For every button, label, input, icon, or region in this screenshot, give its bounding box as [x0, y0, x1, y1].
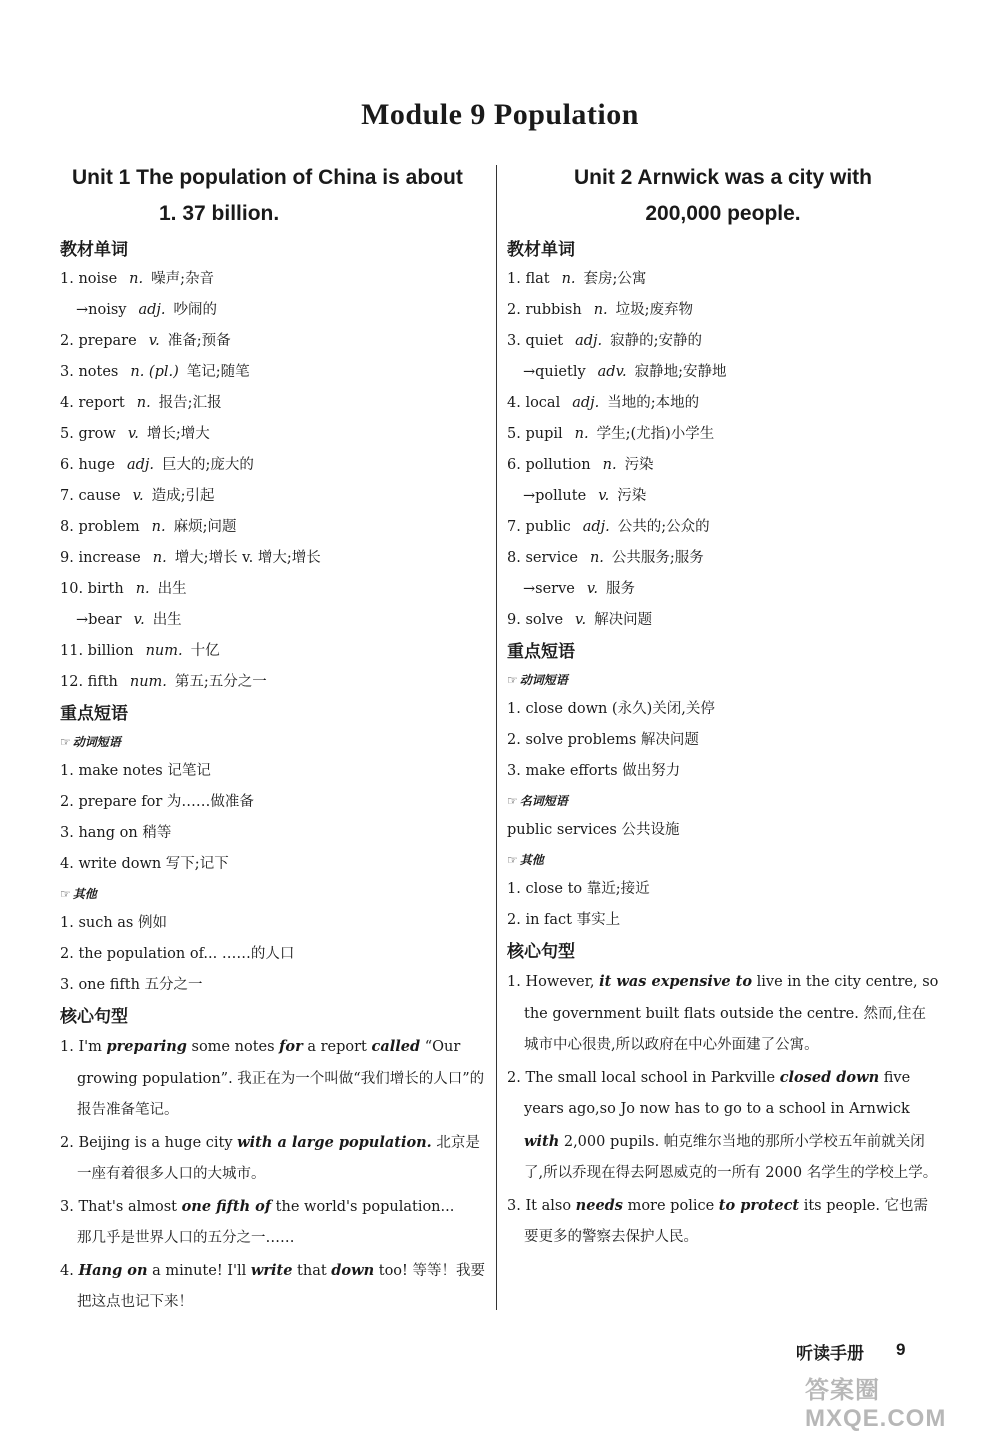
- vocab-pos: adj.: [575, 333, 603, 349]
- phrase-item: 4. write down 写下;记下: [60, 856, 229, 872]
- vocab-pos: v.: [127, 426, 139, 442]
- vocab-item: [60, 667, 492, 698]
- phrase-item: 2. in fact 事实上: [507, 912, 621, 928]
- footer-label: 听读手册: [796, 1344, 864, 1364]
- vocab-item: [507, 543, 939, 574]
- vocab-meaning: 出生: [157, 581, 187, 597]
- vocab-item: [507, 295, 939, 326]
- vocab-pos: n.: [152, 550, 167, 566]
- vocab-pos: adj.: [126, 457, 155, 473]
- unit1-verb-phrases: [60, 756, 492, 880]
- vocab-pos: adj.: [138, 302, 166, 318]
- vocab-meaning: 寂静地;安静地: [634, 364, 727, 380]
- vocab-meaning: 出生: [152, 612, 182, 628]
- vocab-item: [60, 636, 492, 667]
- unit1-title-line2: 1. 37 billion.: [159, 202, 280, 225]
- vocab-meaning: 吵闹的: [173, 302, 218, 318]
- vocab-pos: v.: [148, 333, 160, 349]
- unit2-title-line2: 200,000 people.: [645, 202, 801, 225]
- vocab-pos: adv.: [597, 364, 627, 380]
- vocab-item: [60, 543, 492, 574]
- vocab-word: 3. quiet: [507, 333, 564, 349]
- unit1-vocab-heading: 教材单词: [60, 240, 128, 260]
- vocab-item: [60, 295, 492, 326]
- vocab-pos: n. (pl.): [130, 364, 179, 380]
- vocab-meaning: 公共的;公众的: [617, 519, 710, 535]
- vocab-meaning: 笔记;随笔: [186, 364, 250, 380]
- sentence-item: 2. The small local school in Parkville closed down five years ago,so Jo now has to go to a school in Arnwick with 2,000 pupils. 帕克维尔当地的那所小学校五年前就关闭了,所以乔现在得去阿恩威克的一所有 2000 名学生的学校上学。: [507, 1068, 938, 1181]
- vocab-pos: num.: [145, 643, 183, 659]
- vocab-word: 1. noise: [60, 271, 118, 287]
- vocab-meaning: 第五;五分之一: [174, 674, 267, 690]
- pointing-hand-icon: ☞: [507, 673, 518, 687]
- sentence-item: 1. I'm preparing some notes for a report called “Our growing population”. 我正在为一个叫做“我们增长的人口”的报告准备笔记。: [60, 1038, 485, 1118]
- unit2-other-phrases: [507, 874, 939, 936]
- phrase-item: public services 公共设施: [507, 822, 680, 838]
- vocab-item: [60, 357, 492, 388]
- pointing-hand-icon: ☞: [507, 794, 518, 808]
- unit1-sentences: [60, 1031, 492, 1319]
- vocab-pos: v.: [586, 581, 598, 597]
- vocab-item: [507, 357, 939, 388]
- vocab-item: [507, 450, 939, 481]
- unit2-column: [507, 160, 939, 1254]
- watermark-logo: 答案圈 MXQE.COM: [805, 1377, 947, 1432]
- vocab-item: [507, 512, 939, 543]
- vocab-word: 9. solve: [507, 612, 564, 628]
- vocab-meaning: 服务: [605, 581, 635, 597]
- vocab-item: [507, 481, 939, 512]
- unit2-verb-phrase-heading: ☞ 动词短语: [507, 673, 568, 687]
- unit1-vocab-list: [60, 264, 492, 698]
- unit1-title-line1: Unit 1 The population of China is about: [72, 166, 463, 189]
- vocab-item: [507, 388, 939, 419]
- column-divider: [496, 165, 497, 1310]
- vocab-meaning: 污染: [624, 457, 654, 473]
- vocab-meaning: 学生;(尤指)小学生: [596, 426, 715, 442]
- vocab-meaning: 噪声;杂音: [151, 271, 215, 287]
- vocab-item: [60, 419, 492, 450]
- vocab-word: 11. billion: [60, 643, 134, 659]
- vocab-pos: n.: [151, 519, 166, 535]
- vocab-item: [60, 388, 492, 419]
- vocab-pos: adj.: [572, 395, 600, 411]
- sentence-item: 3. That's almost one fifth of the world's population... 那几乎是世界人口的五分之一……: [60, 1197, 455, 1246]
- vocab-pos: n.: [129, 271, 144, 287]
- sentence-item: 2. Beijing is a huge city with a large population. 北京是一座有着很多人口的大城市。: [60, 1133, 480, 1182]
- vocab-item: [60, 264, 492, 295]
- vocab-pos: v.: [598, 488, 610, 504]
- phrase-item: 3. hang on 稍等: [60, 825, 172, 841]
- vocab-meaning: 十亿: [190, 643, 220, 659]
- vocab-item: [60, 450, 492, 481]
- unit2-vocab-heading: 教材单词: [507, 240, 575, 260]
- phrase-item: 3. make efforts 做出努力: [507, 763, 681, 779]
- vocab-meaning: 当地的;本地的: [607, 395, 700, 411]
- unit1-phrase-heading: 重点短语: [60, 704, 128, 724]
- unit2-phrase-heading: 重点短语: [507, 642, 575, 662]
- vocab-word: 5. grow: [60, 426, 116, 442]
- unit2-vocab-list: [507, 264, 939, 636]
- unit2-noun-phrase-heading: ☞ 名词短语: [507, 794, 568, 808]
- vocab-meaning: 巨大的;庞大的: [162, 457, 254, 473]
- vocab-word: →bear: [76, 612, 122, 628]
- unit1-sentence-heading: 核心句型: [60, 1007, 128, 1027]
- vocab-meaning: 增长;增大: [146, 426, 210, 442]
- phrase-item: 2. prepare for 为……做准备: [60, 794, 254, 810]
- vocab-item: [507, 326, 939, 357]
- phrase-item: 1. such as 例如: [60, 915, 167, 931]
- phrase-item: 1. make notes 记笔记: [60, 763, 211, 779]
- vocab-pos: n.: [602, 457, 617, 473]
- unit2-title-line1: Unit 2 Arnwick was a city with: [574, 166, 872, 189]
- vocab-word: 1. flat: [507, 271, 550, 287]
- vocab-meaning: 麻烦;问题: [173, 519, 237, 535]
- vocab-word: 3. notes: [60, 364, 119, 380]
- vocab-meaning: 污染: [617, 488, 647, 504]
- vocab-word: 7. cause: [60, 488, 121, 504]
- unit1-column: [60, 160, 492, 1319]
- vocab-pos: adj.: [582, 519, 610, 535]
- vocab-item: [507, 574, 939, 605]
- vocab-word: →quietly: [523, 364, 586, 380]
- vocab-pos: n.: [574, 426, 589, 442]
- phrase-item: 3. one fifth 五分之一: [60, 977, 203, 993]
- sentence-item: 3. It also needs more police to protect its people. 它也需要更多的警察去保护人民。: [507, 1196, 929, 1245]
- phrase-item: 1. close down (永久)关闭,关停: [507, 701, 715, 717]
- vocab-meaning: 寂静的;安静的: [610, 333, 703, 349]
- phrase-item: 2. the population of... ……的人口: [60, 946, 295, 962]
- vocab-meaning: 公共服务;服务: [611, 550, 704, 566]
- pointing-hand-icon: ☞: [60, 887, 71, 901]
- vocab-pos: v.: [575, 612, 587, 628]
- vocab-word: 7. public: [507, 519, 571, 535]
- unit2-verb-phrases: [507, 694, 939, 787]
- unit2-noun-phrases: [507, 815, 939, 846]
- sentence-item: 4. Hang on a minute! I'll write that down too! 等等！我要把这点也记下来！: [60, 1261, 485, 1310]
- vocab-item: [507, 264, 939, 295]
- vocab-meaning: 准备;预备: [167, 333, 231, 349]
- vocab-meaning: 报告;汇报: [158, 395, 222, 411]
- sentence-item: 1. However, it was expensive to live in the city centre, so the government built flats outside the centre. 然而,住在城市中心很贵,所以政府在中心外面建了公寓。: [507, 973, 939, 1053]
- vocab-word: →pollute: [523, 488, 587, 504]
- unit2-title: [507, 160, 939, 232]
- module-title: Module 9 Population: [361, 98, 639, 131]
- vocab-pos: n.: [136, 395, 151, 411]
- vocab-word: 10. birth: [60, 581, 124, 597]
- phrase-item: 2. solve problems 解决问题: [507, 732, 699, 748]
- vocab-word: 4. local: [507, 395, 561, 411]
- vocab-pos: v.: [132, 488, 144, 504]
- vocab-pos: v.: [133, 612, 145, 628]
- vocab-meaning: 增大;增长 v. 增大;增长: [174, 550, 321, 566]
- vocab-item: [60, 512, 492, 543]
- vocab-item: [60, 574, 492, 605]
- vocab-word: 12. fifth: [60, 674, 118, 690]
- unit1-other-heading: ☞ 其他: [60, 887, 97, 901]
- vocab-pos: n.: [561, 271, 576, 287]
- vocab-word: 6. pollution: [507, 457, 591, 473]
- vocab-meaning: 造成;引起: [151, 488, 215, 504]
- vocab-item: [507, 605, 939, 636]
- vocab-word: 8. service: [507, 550, 578, 566]
- pointing-hand-icon: ☞: [60, 735, 71, 749]
- unit2-sentence-heading: 核心句型: [507, 942, 575, 962]
- unit2-sentences: [507, 966, 939, 1254]
- vocab-word: 5. pupil: [507, 426, 563, 442]
- vocab-word: 2. prepare: [60, 333, 137, 349]
- vocab-pos: n.: [589, 550, 604, 566]
- vocab-item: [507, 419, 939, 450]
- vocab-meaning: 套房;公寓: [583, 271, 647, 287]
- vocab-word: →serve: [523, 581, 575, 597]
- vocab-word: 8. problem: [60, 519, 140, 535]
- vocab-word: 2. rubbish: [507, 302, 582, 318]
- vocab-item: [60, 326, 492, 357]
- page-number: 9: [896, 1340, 906, 1359]
- vocab-pos: n.: [135, 581, 150, 597]
- unit2-other-heading: ☞ 其他: [507, 853, 544, 867]
- vocab-word: 6. huge: [60, 457, 115, 473]
- vocab-pos: num.: [129, 674, 167, 690]
- vocab-meaning: 解决问题: [594, 612, 653, 628]
- vocab-item: [60, 605, 492, 636]
- unit1-verb-phrase-heading: ☞ 动词短语: [60, 735, 121, 749]
- vocab-word: 9. increase: [60, 550, 141, 566]
- pointing-hand-icon: ☞: [507, 853, 518, 867]
- vocab-pos: n.: [593, 302, 608, 318]
- vocab-word: 4. report: [60, 395, 125, 411]
- vocab-meaning: 垃圾;废弃物: [615, 302, 694, 318]
- vocab-word: →noisy: [76, 302, 127, 318]
- unit1-other-phrases: [60, 908, 492, 1001]
- phrase-item: 1. close to 靠近;接近: [507, 881, 650, 897]
- unit1-title: [60, 160, 492, 232]
- vocab-item: [60, 481, 492, 512]
